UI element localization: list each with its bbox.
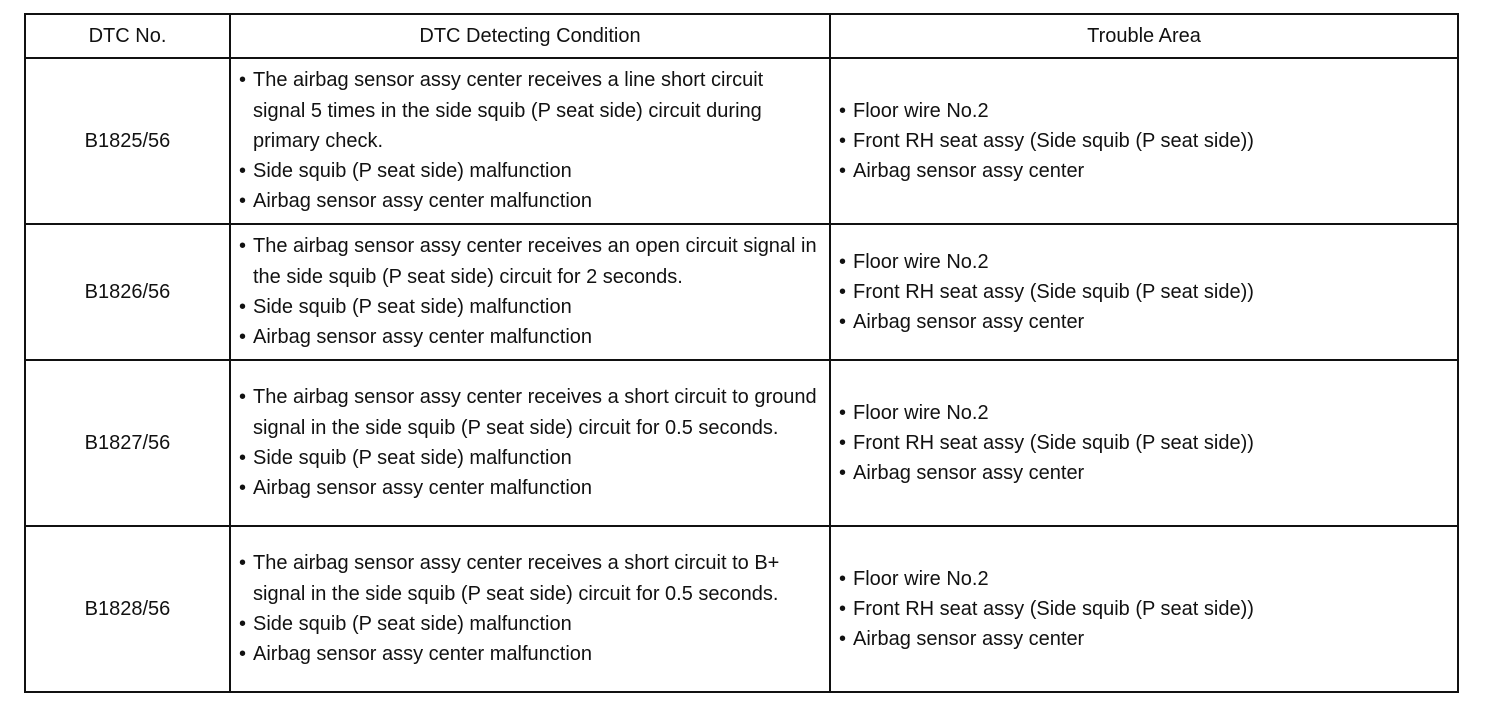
condition-item: • The airbag sensor assy center receives an open circuit signal in the side squib (P seat side) circuit for 2 seconds.	[239, 231, 821, 292]
condition-item: • Airbag sensor assy center malfunction	[239, 186, 821, 216]
table-row	[25, 526, 1458, 692]
condition-item: • Side squib (P seat side) malfunction	[239, 156, 821, 186]
detecting-condition-cell	[230, 58, 830, 224]
header-dtc-no: DTC No.	[25, 14, 230, 58]
condition-item: • The airbag sensor assy center receives a line short circuit signal 5 times in the side squib (P seat side) circuit during primary check.	[239, 65, 821, 156]
dtc-code: B1825/56	[25, 58, 230, 224]
detecting-condition-cell	[230, 526, 830, 692]
header-row	[25, 14, 1458, 58]
condition-item: • Airbag sensor assy center malfunction	[239, 322, 821, 352]
trouble-area-cell	[830, 360, 1458, 526]
trouble-area-item: • Floor wire No.2	[839, 564, 1449, 594]
dtc-code: B1826/56	[25, 224, 230, 360]
trouble-area-item: • Airbag sensor assy center	[839, 458, 1449, 488]
trouble-area-item: • Airbag sensor assy center	[839, 156, 1449, 186]
dtc-code: B1827/56	[25, 360, 230, 526]
detecting-condition-cell	[230, 224, 830, 360]
table-row	[25, 224, 1458, 360]
trouble-area-item: • Airbag sensor assy center	[839, 624, 1449, 654]
condition-item: • Side squib (P seat side) malfunction	[239, 292, 821, 322]
table-row	[25, 58, 1458, 224]
trouble-area-item: • Floor wire No.2	[839, 96, 1449, 126]
detecting-condition-cell	[230, 360, 830, 526]
header-detecting-condition: DTC Detecting Condition	[230, 14, 830, 58]
dtc-table	[24, 13, 1459, 693]
trouble-area-item: • Floor wire No.2	[839, 247, 1449, 277]
condition-item: • Airbag sensor assy center malfunction	[239, 639, 821, 669]
trouble-area-item: • Front RH seat assy (Side squib (P seat side))	[839, 428, 1449, 458]
trouble-area-cell	[830, 58, 1458, 224]
header-trouble-area: Trouble Area	[830, 14, 1458, 58]
condition-item: • Side squib (P seat side) malfunction	[239, 609, 821, 639]
condition-item: • Airbag sensor assy center malfunction	[239, 473, 821, 503]
condition-item: • The airbag sensor assy center receives a short circuit to ground signal in the side squib (P seat side) circuit for 0.5 seconds.	[239, 382, 821, 443]
condition-item: • The airbag sensor assy center receives a short circuit to B+ signal in the side squib (P seat side) circuit for 0.5 seconds.	[239, 548, 821, 609]
trouble-area-item: • Front RH seat assy (Side squib (P seat side))	[839, 594, 1449, 624]
trouble-area-item: • Front RH seat assy (Side squib (P seat side))	[839, 277, 1449, 307]
trouble-area-cell	[830, 526, 1458, 692]
dtc-code: B1828/56	[25, 526, 230, 692]
trouble-area-item: • Floor wire No.2	[839, 398, 1449, 428]
trouble-area-item: • Front RH seat assy (Side squib (P seat side))	[839, 126, 1449, 156]
table-row	[25, 360, 1458, 526]
trouble-area-cell	[830, 224, 1458, 360]
condition-item: • Side squib (P seat side) malfunction	[239, 443, 821, 473]
trouble-area-item: • Airbag sensor assy center	[839, 307, 1449, 337]
